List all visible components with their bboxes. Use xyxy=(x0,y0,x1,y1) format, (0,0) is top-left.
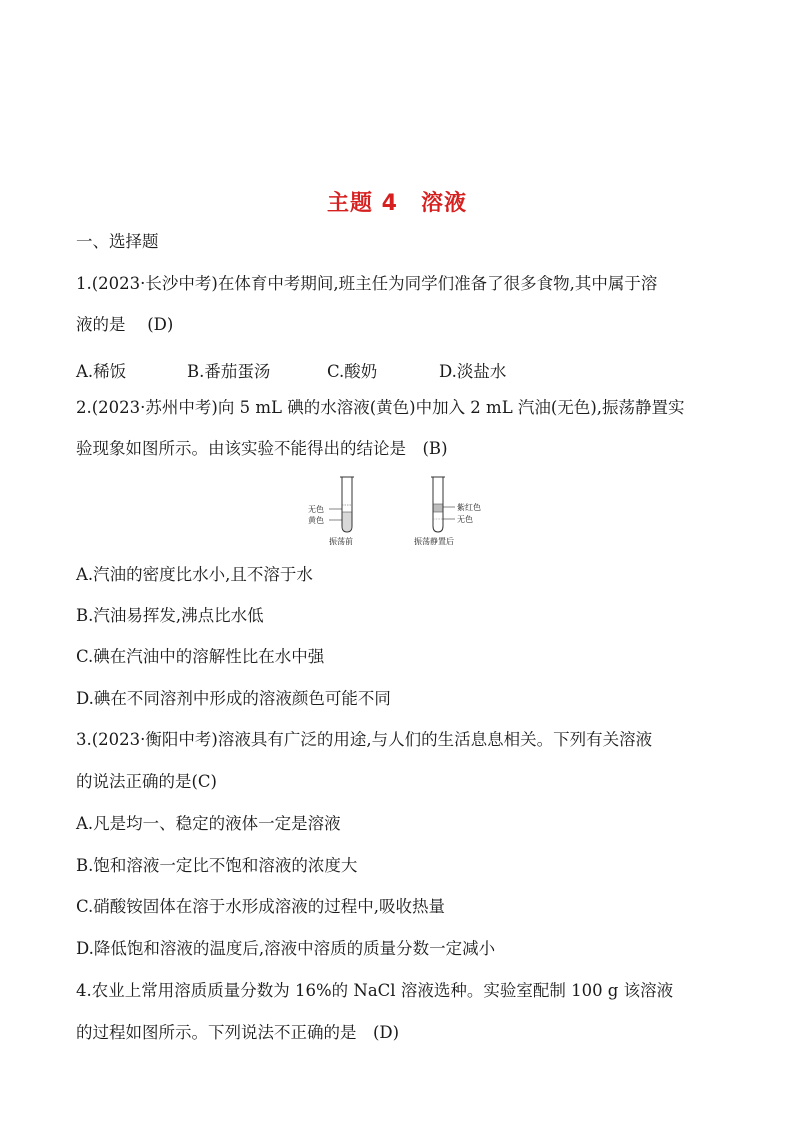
q3-stem-line1: 3.(2023·衡阳中考)溶液具有广泛的用途,与人们的生活息息相关。下列有关溶液 xyxy=(76,730,653,749)
q1-option-c: C.酸奶 xyxy=(327,362,378,381)
tube2-top-label: 紫红色 xyxy=(457,503,481,512)
q1-option-d: D.淡盐水 xyxy=(439,362,507,381)
tube1-bottom-label: 黄色 xyxy=(308,516,324,525)
q1-stem-line2: 液的是 (D) xyxy=(76,315,174,334)
page-title: 主题 4 溶液 xyxy=(327,191,467,216)
section-heading: 一、选择题 xyxy=(76,232,159,251)
q1-stem-line1: 1.(2023·长沙中考)在体育中考期间,班主任为同学们准备了很多食物,其中属于溶 xyxy=(76,274,658,293)
q3-option-b: B.饱和溶液一定比不饱和溶液的浓度大 xyxy=(76,856,358,875)
q4-stem-line2: 的过程如图所示。下列说法不正确的是 (D) xyxy=(76,1023,400,1042)
q3-stem-line2: 的说法正确的是(C) xyxy=(76,772,217,791)
q3-option-a: A.凡是均一、稳定的液体一定是溶液 xyxy=(76,814,341,833)
tube1-top-label: 无色 xyxy=(308,505,324,514)
q1-option-b: B.番茄蛋汤 xyxy=(187,362,271,381)
q2-stem-line2: 验现象如图所示。由该实验不能得出的结论是 (B) xyxy=(76,439,448,458)
q4-stem-line1: 4.农业上常用溶质质量分数为 16%的 NaCl 溶液选种。实验室配制 100 g 该溶液 xyxy=(76,981,674,1000)
test-tube-figure xyxy=(300,474,500,550)
q1-options xyxy=(76,358,506,382)
tube2-bottom-label: 无色 xyxy=(457,515,473,524)
q2-option-c: C.碘在汽油中的溶解性比在水中强 xyxy=(76,647,325,666)
tube2-caption: 振荡静置后 xyxy=(414,537,454,546)
q2-option-b: B.汽油易挥发,沸点比水低 xyxy=(76,606,264,625)
q1-option-a: A.稀饭 xyxy=(76,362,127,381)
q2-stem-line1: 2.(2023·苏州中考)向 5 mL 碘的水溶液(黄色)中加入 2 mL 汽油(无色),振荡静置实 xyxy=(76,398,685,417)
q2-option-a: A.汽油的密度比水小,且不溶于水 xyxy=(76,565,313,584)
test-tube-after-icon xyxy=(431,477,455,532)
q3-option-d: D.降低饱和溶液的温度后,溶液中溶质的质量分数一定减小 xyxy=(76,939,496,958)
q2-option-d: D.碘在不同溶剂中形成的溶液颜色可能不同 xyxy=(76,689,391,708)
q3-option-c: C.硝酸铵固体在溶于水形成溶液的过程中,吸收热量 xyxy=(76,897,446,916)
tube1-caption: 振荡前 xyxy=(329,537,353,546)
test-tube-before-icon xyxy=(329,477,354,532)
